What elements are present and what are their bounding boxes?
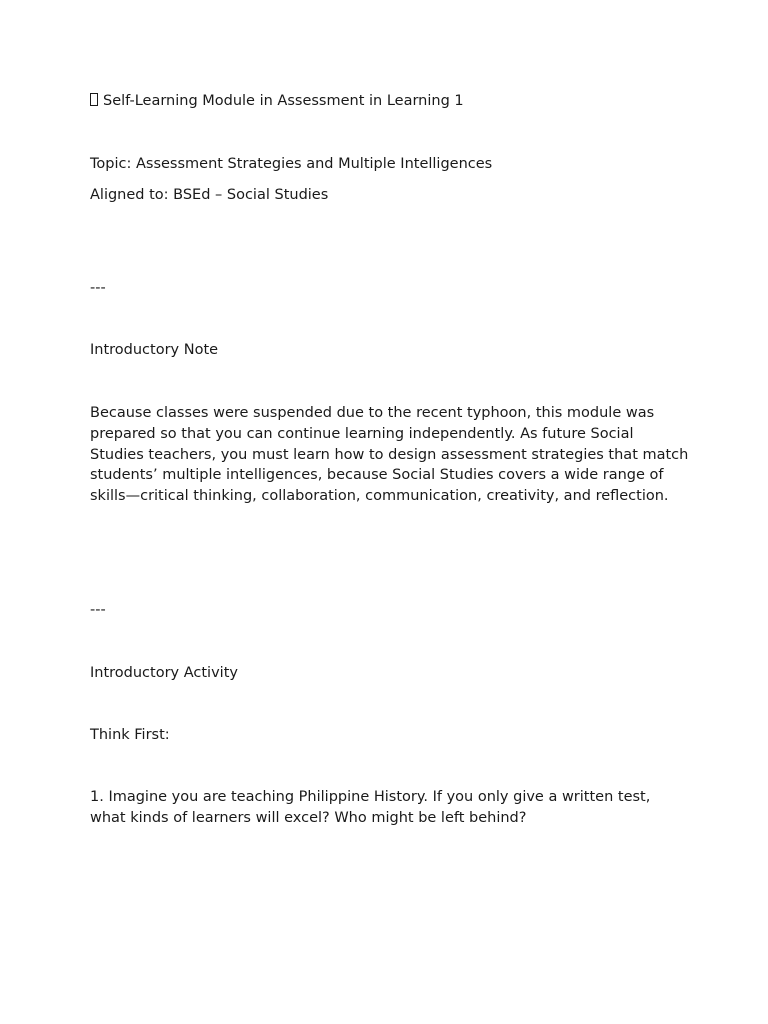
intro-activity-heading: Introductory Activity — [90, 665, 238, 681]
question-1: 1. Imagine you are teaching Philippine History. If you only give a written test, what kinds of learners will excel? Who might be left behind? — [90, 789, 651, 826]
think-first-label: Think First: — [90, 727, 170, 743]
document-title-text: Self-Learning Module in Assessment in Learning 1 — [103, 93, 464, 109]
intro-note-heading: Introductory Note — [90, 342, 219, 358]
missing-glyph-icon — [90, 93, 98, 106]
aligned-line: Aligned to: BSEd – Social Studies — [90, 187, 329, 203]
topic-line: Topic: Assessment Strategies and Multiple Intelligences — [90, 156, 493, 172]
separator-2: --- — [90, 602, 106, 618]
separator-1: --- — [90, 280, 106, 296]
document-title — [90, 91, 690, 112]
intro-note-body: Because classes were suspended due to the recent typhoon, this module was prepared so that you can continue learning independently. As future Social Studies teachers, you must learn how to design assessment strategies that match students’ multiple intelligences, because Social Studies covers a wide range of skills—critical thinking, collaboration, communication, creativity, and reflection. — [90, 405, 689, 505]
